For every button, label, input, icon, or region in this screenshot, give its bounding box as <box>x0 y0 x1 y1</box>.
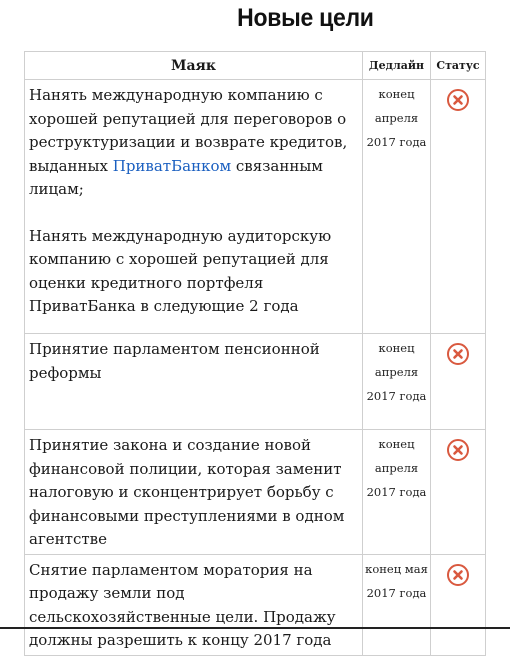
goal-text: Нанять международную аудиторскую компанию с хорошей репутацией для оценки кредитного портфеля ПриватБанка в следующие 2 года <box>29 226 332 315</box>
goal-text <box>29 84 358 202</box>
table-row <box>25 334 486 430</box>
goal-cell: Принятие парламентом пенсионной реформы <box>25 334 363 430</box>
status-cell <box>431 554 486 655</box>
status-cell <box>431 334 486 430</box>
table-row <box>25 554 486 655</box>
privatbank-link[interactable]: ПриватБанком <box>112 156 232 175</box>
column-header-status: Статус <box>431 52 486 80</box>
x-circle-icon <box>446 342 470 366</box>
goal-cell: Принятие закона и создание новой финансовой полиции, которая заменит налоговую и сконцентрирует борьбу с финансовыми преступлениями в одном агентстве <box>25 430 363 555</box>
deadline-cell: конец апреля 2017 года <box>363 80 431 334</box>
x-circle-icon <box>446 88 470 112</box>
deadline-cell: конец мая 2017 года <box>363 554 431 655</box>
goals-table <box>24 51 486 656</box>
goal-cell <box>25 80 363 334</box>
page-title: Новые цели <box>237 4 374 32</box>
column-header-deadline: Дедлайн <box>363 52 431 80</box>
x-circle-icon <box>446 563 470 587</box>
x-circle-icon <box>446 438 470 462</box>
deadline-cell: конец апреля 2017 года <box>363 430 431 555</box>
status-cell <box>431 80 486 334</box>
table-header-row <box>25 52 486 80</box>
goal-cell: Снятие парламентом моратория на продажу земли под сельскохозяйственные цели. Продажу должны разрешить к концу 2017 года <box>25 554 363 655</box>
deadline-cell: конец апреля 2017 года <box>363 334 431 430</box>
table-row <box>25 430 486 555</box>
goal-text-segment: связанным лицам; <box>29 156 323 198</box>
table-row <box>25 80 486 334</box>
status-cell <box>431 430 486 555</box>
goal-text-segment: Нанять международную компанию с хорошей репутацией для переговоров о реструктуризации и возврате кредитов, выданных <box>29 86 348 175</box>
column-header-goal: Маяк <box>25 52 363 80</box>
